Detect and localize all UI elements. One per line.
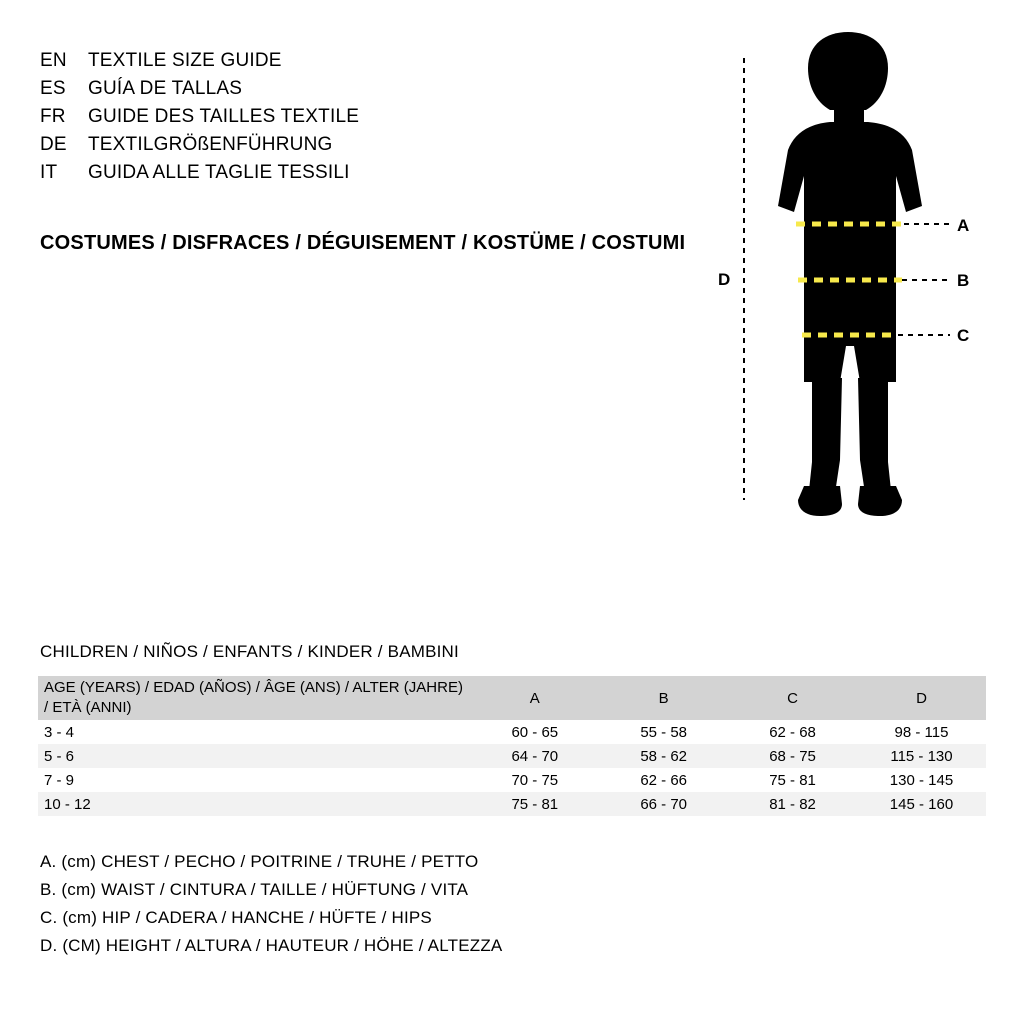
- figure-label-a: A: [957, 216, 970, 235]
- language-code-en: EN: [40, 50, 67, 71]
- language-row-en: [40, 50, 700, 78]
- table-row: [38, 792, 986, 816]
- cell-age: 3 - 4: [44, 723, 75, 741]
- cell-d: 98 - 115: [894, 723, 949, 741]
- language-code-de: DE: [40, 134, 67, 155]
- column-header-c: C: [728, 676, 857, 720]
- language-row-es: [40, 78, 700, 106]
- cell-a: 60 - 65: [511, 723, 559, 741]
- language-row-fr: [40, 106, 700, 134]
- table-row: [38, 768, 986, 792]
- figure-label-d: D: [718, 270, 731, 289]
- cell-age: 5 - 6: [44, 747, 75, 765]
- legend-item-b: B. (cm) WAIST / CINTURA / TAILLE / HÜFTUNG / VITA: [40, 880, 469, 899]
- cell-c: 62 - 68: [769, 723, 816, 741]
- legend-item-a: A. (cm) CHEST / PECHO / POITRINE / TRUHE / PETTO: [40, 852, 479, 871]
- language-text-de: TEXTILGRÖßENFÜHRUNG: [88, 134, 333, 155]
- cell-c: 81 - 82: [769, 795, 816, 813]
- cell-c: 68 - 75: [769, 747, 816, 765]
- cell-a: 64 - 70: [511, 747, 559, 765]
- figure-label-c: C: [957, 326, 970, 345]
- column-header-age: AGE (YEARS) / EDAD (AÑOS) / ÂGE (ANS) / ALTER (JAHRE) / ETÀ (ANNI): [38, 676, 470, 720]
- language-code-it: IT: [40, 162, 58, 183]
- table-body: [38, 720, 986, 816]
- column-header-d: D: [857, 676, 986, 720]
- cell-b: 58 - 62: [640, 747, 688, 765]
- child-silhouette-icon: [700, 30, 1000, 530]
- cell-b: 62 - 66: [640, 771, 688, 789]
- language-text-en: TEXTILE SIZE GUIDE: [88, 50, 282, 71]
- language-row-de: [40, 134, 700, 162]
- language-text-es: GUÍA DE TALLAS: [88, 78, 243, 99]
- table-row: [38, 720, 986, 744]
- column-header-b: B: [599, 676, 728, 720]
- measurement-legend: [40, 852, 740, 964]
- cell-age: 7 - 9: [44, 771, 75, 789]
- language-code-fr: FR: [40, 106, 66, 127]
- column-header-a: A: [470, 676, 599, 720]
- language-list: [40, 50, 700, 190]
- cell-b: 55 - 58: [640, 723, 688, 741]
- table-row: [38, 744, 986, 768]
- language-text-fr: GUIDE DES TAILLES TEXTILE: [88, 106, 360, 127]
- table-header-row: [38, 676, 986, 720]
- cell-b: 66 - 70: [640, 795, 688, 813]
- cell-d: 145 - 160: [889, 795, 954, 813]
- legend-item-c: C. (cm) HIP / CADERA / HANCHE / HÜFTE / HIPS: [40, 908, 432, 927]
- measurement-figure: [700, 30, 1000, 530]
- table-title: CHILDREN / NIÑOS / ENFANTS / KINDER / BAMBINI: [40, 642, 459, 661]
- cell-c: 75 - 81: [769, 771, 816, 789]
- language-text-it: GUIDA ALLE TAGLIE TESSILI: [88, 162, 350, 183]
- cell-age: 10 - 12: [44, 795, 91, 813]
- size-table: [38, 676, 986, 816]
- category-heading: COSTUMES / DISFRACES / DÉGUISEMENT / KOSTÜME / COSTUMI: [40, 232, 686, 254]
- cell-d: 130 - 145: [889, 771, 954, 789]
- cell-d: 115 - 130: [890, 747, 953, 765]
- cell-a: 75 - 81: [511, 795, 559, 813]
- figure-label-b: B: [957, 271, 970, 290]
- cell-a: 70 - 75: [511, 771, 559, 789]
- table-header: [38, 676, 986, 720]
- language-row-it: [40, 162, 700, 190]
- legend-item-d: D. (CM) HEIGHT / ALTURA / HAUTEUR / HÖHE / ALTEZZA: [40, 936, 503, 955]
- language-code-es: ES: [40, 78, 66, 99]
